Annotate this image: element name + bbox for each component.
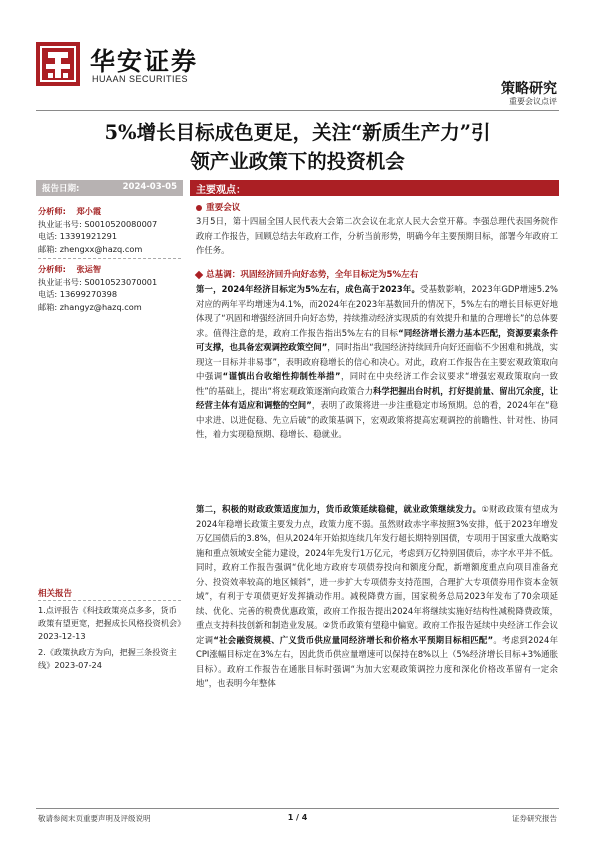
bullet-diamond-icon: [195, 270, 203, 278]
analyst-divider: [38, 258, 181, 259]
analyst-role: 分析师:: [38, 264, 66, 274]
para1-text: ，表明了政策将进一步注重稳定市场预期。总的看，2024年在“稳中求进、以进促稳、先立后破”的政策基调下，宏观政策将提高宏观调控的前瞻性、针对性、协同性，着力实现稳预期、稳增长、稳就业。: [196, 400, 558, 439]
analyst-name: 张运智: [76, 264, 102, 274]
phone-number: 13391921291: [59, 231, 118, 242]
para1-emphasis: 科学把握出台时机，打好提前量、留出冗余度，让经营主体有适应和调整的空间”: [196, 385, 558, 410]
paragraph-growth-target: [196, 282, 558, 442]
para1-emphasis: “谨慎出台收缩性抑制性举措”: [222, 371, 341, 381]
cert-number: S0010523070001: [84, 276, 158, 287]
para2-lead: 第二，积极的财政政策适度加力，货币政策延续稳健，就业政策继续发力。: [196, 504, 482, 514]
analyst-card: [38, 205, 157, 255]
para2-emphasis: “社会融资规模、广义货币供应量同经济增长和价格水平预期目标相匹配”: [213, 634, 494, 645]
footer-disclaimer: 敬请参阅末页重要声明及评级说明: [38, 814, 151, 823]
key-view-bar: [190, 180, 559, 196]
section-heading: [196, 268, 418, 280]
footer-divider: [36, 808, 559, 809]
logo-wordmark-cn: 华安证券: [90, 47, 199, 76]
section-heading: [196, 201, 240, 213]
section2-title: 总基调：巩固经济回升向好态势，全年目标定为5%左右: [206, 270, 419, 280]
analyst-card: [38, 263, 157, 313]
related-report-link[interactable]: 1.点评报告《科技政策亮点多多，货币政策有望更宽，把握成长风格投资机会》2023-12-13: [38, 605, 182, 641]
related-divider: [38, 600, 181, 601]
para1-emphasis: “同经济增长潜力基本匹配，资源要素条件可支撑，也具备宏观调控政策空间”: [196, 327, 558, 352]
key-view-title: 主要观点：: [196, 185, 246, 196]
cert-label: 执业证书号:: [38, 218, 82, 229]
report-date-value: 2024-03-05: [122, 182, 177, 192]
analyst-role: 分析师:: [38, 206, 66, 216]
email-label: 邮箱:: [38, 301, 58, 312]
report-subtype: 重要会议点评: [509, 97, 557, 106]
report-title-line2: 领产业政策下的投资机会: [190, 150, 405, 173]
footer-brand: 证券研究报告: [512, 814, 557, 823]
para1-lead: 第一，2024年经济目标定为5%左右，成色高于2023年。: [196, 284, 421, 294]
section1-title: 重要会议: [206, 203, 241, 213]
para1-text: ，同时在中央经济工作会议要求“增强宏观政策取向一致性”的基础上，提出“将宏观政策逐渐向政策合力: [196, 371, 558, 396]
huaan-logo-icon: [36, 42, 80, 86]
section1-paragraph: 3月5日，第十四届全国人民代表大会第二次会议在北京人民大会堂开幕。李强总理代表国务院作政府工作报告，回顾总结去年政府工作，分析当前形势，明确今年主要预期目标，部署今年政府工作任务。: [196, 216, 558, 255]
related-report-link[interactable]: 2.《政策执政方为向，把握三条投资主线》2023-07-24: [38, 647, 177, 670]
report-date-label: 报告日期:: [42, 184, 80, 194]
paragraph-policy: [196, 502, 558, 691]
phone-number: 13699270398: [59, 289, 118, 300]
analyst-name: 郑小霞: [76, 206, 102, 216]
report-type: 策略研究: [501, 81, 557, 97]
email-label: 邮箱:: [38, 243, 58, 254]
bullet-dot-icon: [196, 205, 202, 211]
related-reports-title: 相关报告: [38, 589, 73, 599]
report-title: [36, 118, 559, 176]
para2-text: ①财政政策有望成为2024年稳增长政策主要发力点，政策力度不弱。虽然财政赤字率按照3%安排，低于2023年增发万亿国债后的3.8%，但从2024年开始拟连续几年发行超长期特别国债，专项用于国家重大战略实施和重点领域安全能力建设，2024年先发行1万亿元，考虑到万亿特别国债后，赤字水平并不低。同时，政府工作报告强调“优化地方政府专项债券投向和额度分配，新增额度重点向项目准备充分、投资效率较高的地区倾斜”，进一步扩大专项债券支持范围，合理扩大专项债券用作资本金领域”，有利于专项债更好发挥撬动作用。减税降费方面，国家税务总局2023年发布了70余项延续、优化、完善的税费优惠政策，政府工作报告提出2024年将继续实施好结构性减税降费政策，重点支持科技创新和制造业发展。②货币政策有望稳中偏宽。政府工作报告延续中央经济工作会议定调: [196, 504, 559, 645]
email-link[interactable]: zhengxx@hazq.com: [59, 243, 143, 254]
para2-text: 。考虑到2024年CPI涨幅目标定在3%左右，因此货币供应量增速可以保持在8%以上（5%经济增长目标+3%通胀目标）。政府工作报告在通胀目标时强调“为加大宏观政策调控力度和深化价格改革留有一定余地”，也表明今年整体: [196, 634, 558, 688]
cert-label: 执业证书号:: [38, 276, 82, 287]
para1-text: ，同时指出“我国经济持续回升向好还面临不少困难和挑战，实现这一目标并非易事”，表明政府稳增长的信心和决心。对此，政府工作报告在主要宏观政策取向中强调: [196, 342, 558, 381]
report-date-bar: [36, 180, 183, 196]
cert-number: S0010520080007: [84, 218, 158, 229]
header-divider: [36, 110, 559, 111]
page-number: 1 / 4: [287, 813, 308, 822]
email-link[interactable]: zhangyz@hazq.com: [59, 301, 142, 312]
phone-label: 电话:: [38, 231, 58, 242]
logo-wordmark-en: HUAAN SECURITIES: [92, 74, 189, 84]
report-title-line1: 5%增长目标成色更足，关注“新质生产力”引: [104, 121, 491, 144]
para1-text: 受基数影响，2023年GDP增速5.2%对应的两年平均增速为4.1%，而2024年在2023年基数回升的情况下，5%左右的增长目标更好地体现了“巩固和增强经济回升向好态势，持续推动经济实现质的有效提升和量的合理增长”的总体要求。值得注意的是，政府工作报告指出5%左右的目标: [196, 284, 558, 338]
phone-label: 电话:: [38, 289, 58, 300]
